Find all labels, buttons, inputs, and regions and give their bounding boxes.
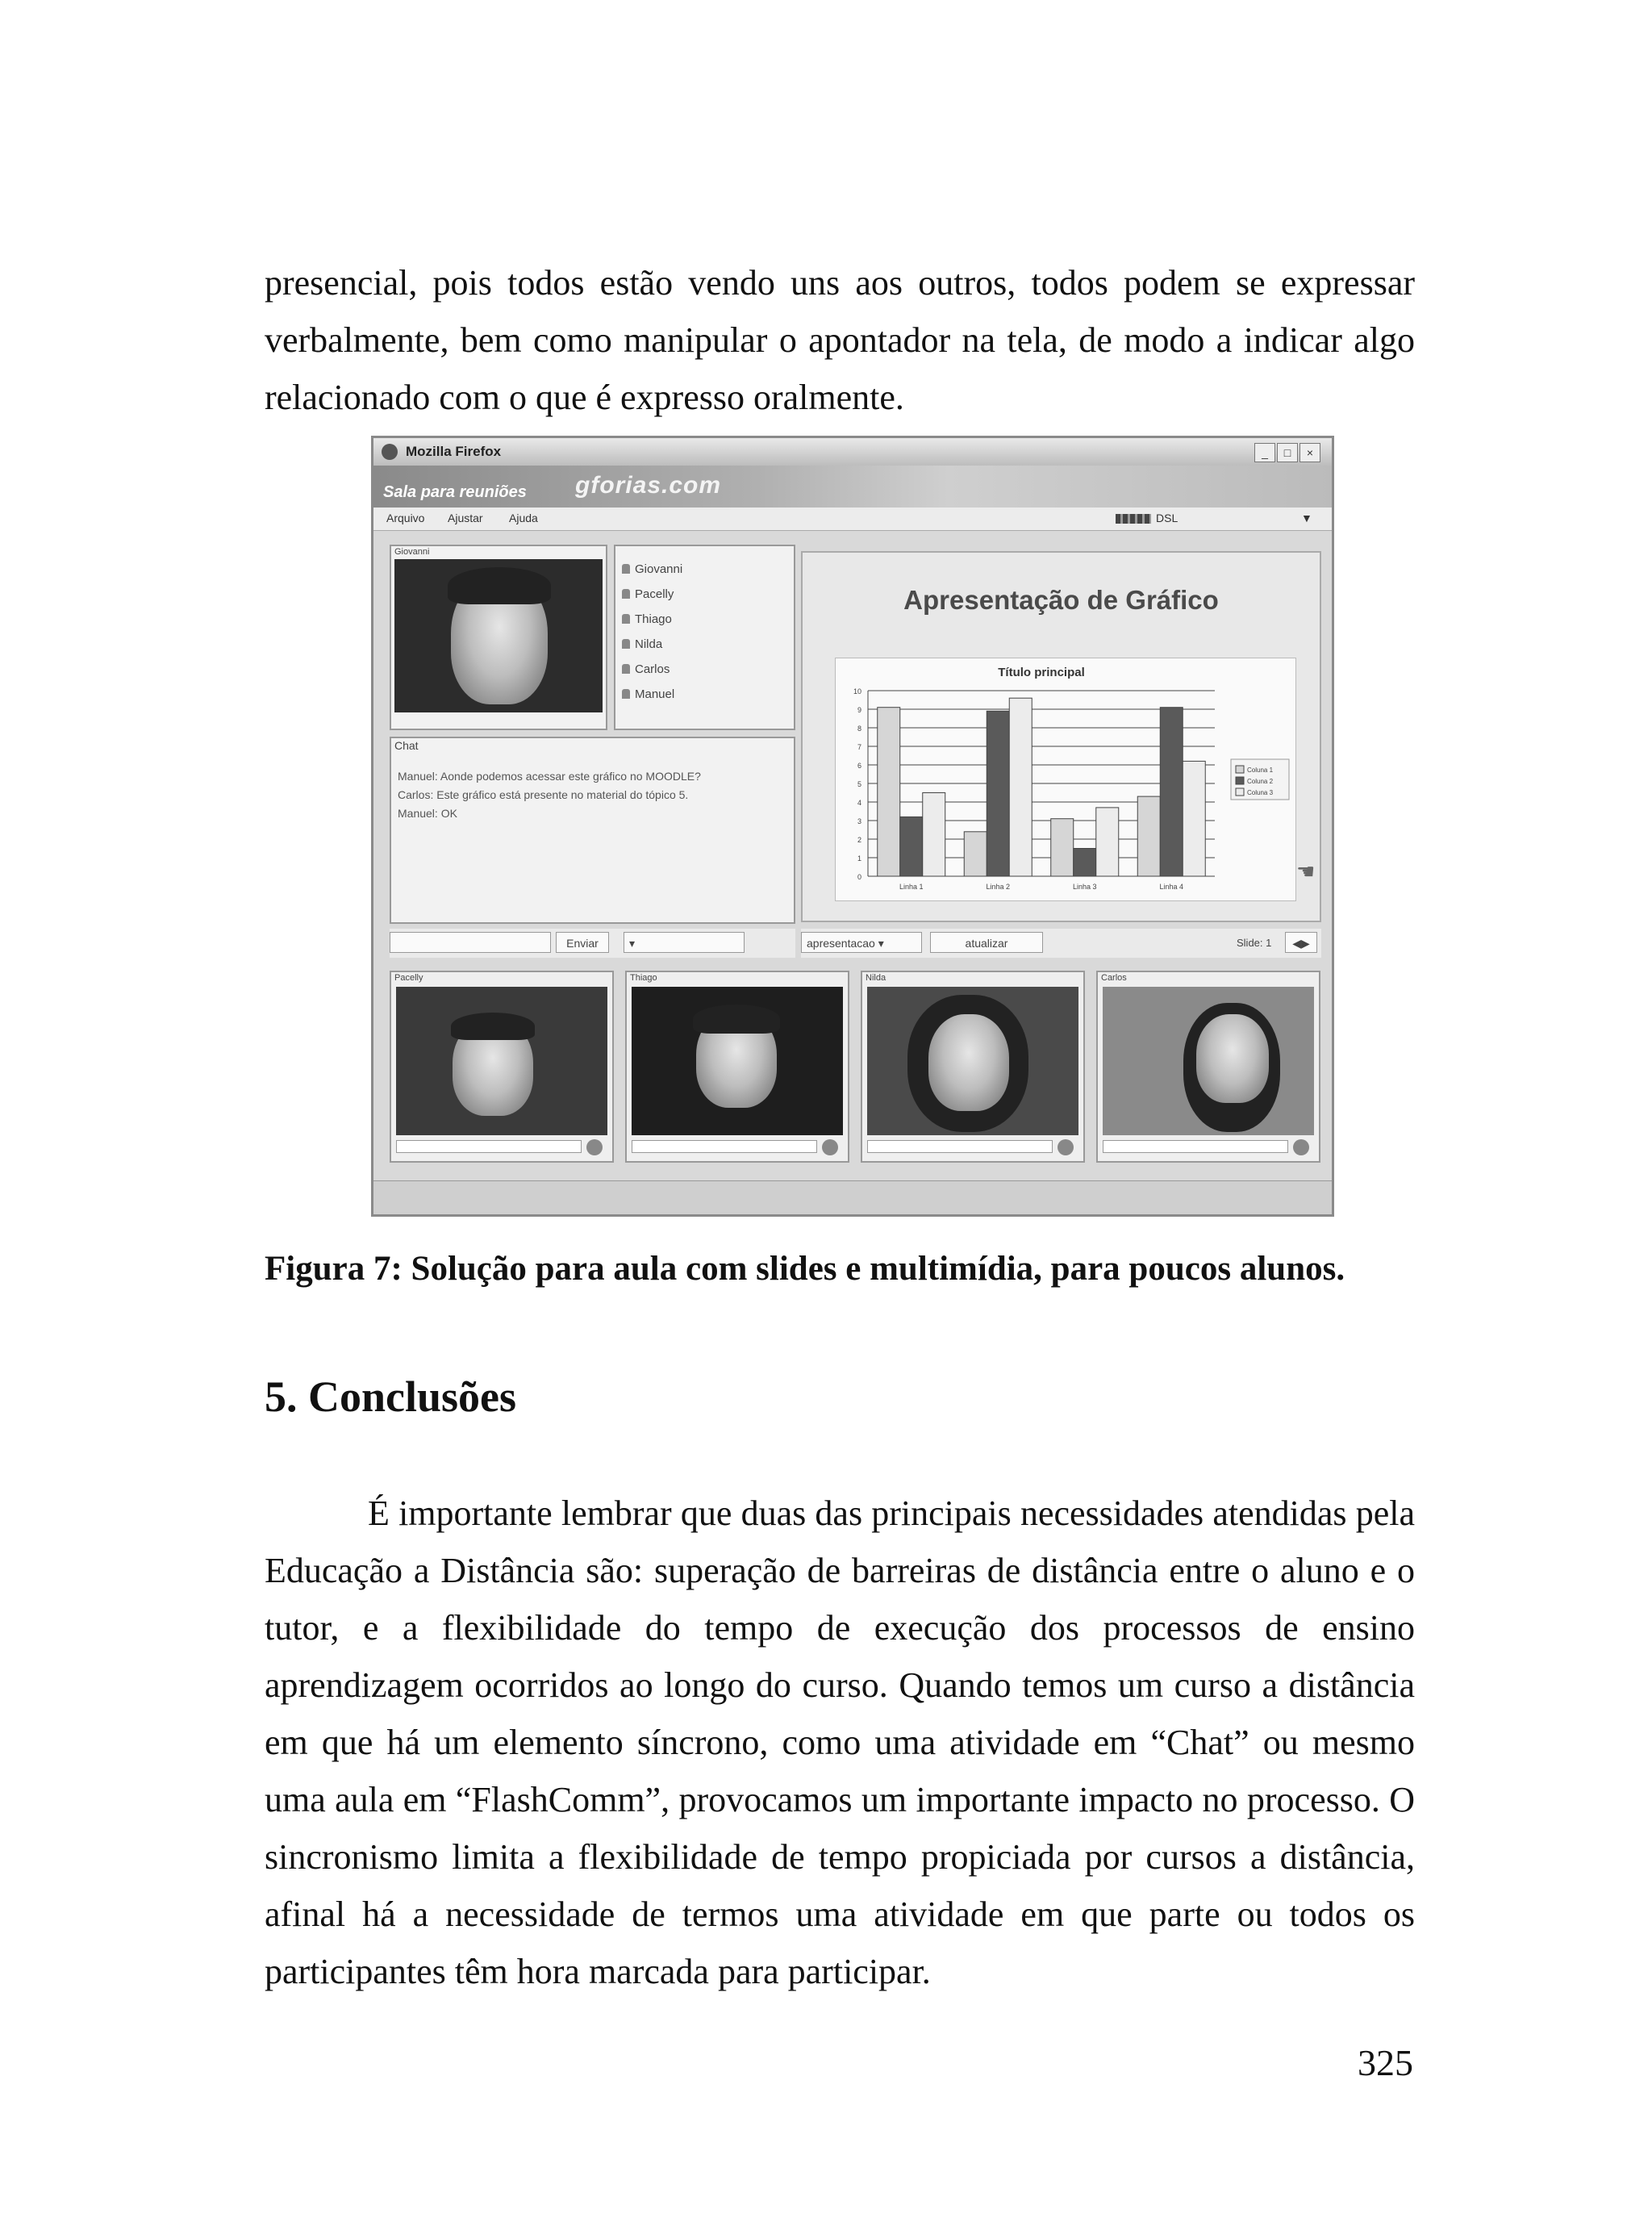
menu-ajustar[interactable]: Ajustar — [448, 512, 483, 524]
y-tick-label: 0 — [857, 873, 861, 881]
menu-ajuda[interactable]: Ajuda — [509, 512, 538, 524]
figure-caption: Figura 7: Solução para aula com slides e multimídia, para poucos alunos. — [265, 1250, 1345, 1288]
menu-arquivo[interactable]: Arquivo — [386, 512, 425, 524]
y-tick-label: 1 — [857, 854, 861, 863]
x-tick-label: Linha 3 — [1072, 883, 1097, 891]
chat-messages — [398, 767, 720, 823]
y-tick-label: 8 — [857, 725, 861, 733]
webcam-panel-pacelly — [390, 971, 614, 1163]
legend-entry: Coluna 2 — [1247, 778, 1274, 785]
webcam-video — [867, 987, 1078, 1135]
bar — [1074, 849, 1096, 877]
cam-label: Carlos — [1101, 973, 1127, 983]
bar — [987, 711, 1009, 876]
send-button[interactable]: Enviar — [556, 932, 609, 953]
chart-title: Título principal — [998, 666, 1085, 679]
volume-bar[interactable] — [1103, 1140, 1288, 1153]
app-header — [373, 466, 1332, 508]
user-item[interactable]: Manuel — [622, 687, 674, 701]
mic-icon[interactable] — [1293, 1139, 1309, 1155]
bar — [1137, 796, 1160, 876]
slide-select-value: apresentacao — [807, 937, 875, 950]
main-cam-label: Giovanni — [394, 547, 430, 557]
firefox-icon — [382, 444, 398, 460]
mic-icon[interactable] — [586, 1139, 603, 1155]
user-item[interactable]: Thiago — [622, 612, 672, 626]
slide-area — [801, 551, 1321, 922]
y-tick-label: 6 — [857, 762, 861, 770]
connection-label: DSL — [1156, 512, 1179, 524]
x-tick-label: Linha 2 — [986, 883, 1011, 891]
page-number: 325 — [1358, 2042, 1413, 2083]
chat-message: Manuel: Aonde podemos acessar este gráfico no MOODLE? — [398, 770, 701, 783]
legend-entry: Coluna 3 — [1247, 789, 1274, 796]
browser-title: Mozilla Firefox — [406, 444, 502, 459]
font-select[interactable]: ▾ — [624, 932, 745, 953]
bar — [923, 793, 945, 877]
y-tick-label: 7 — [857, 743, 861, 751]
brand-logo: gforias.com — [575, 472, 722, 499]
cam-label: Nilda — [866, 973, 886, 983]
close-icon[interactable]: × — [1299, 443, 1320, 462]
chat-input-bar — [390, 929, 795, 958]
webcam-panel-nilda — [861, 971, 1085, 1163]
user-item[interactable]: Pacelly — [622, 587, 674, 601]
cam-label: Pacelly — [394, 973, 423, 983]
cam-label: Thiago — [630, 973, 657, 983]
bar — [900, 817, 923, 876]
slide-nav-arrows-icon[interactable]: ◀▶ — [1285, 932, 1317, 953]
user-item[interactable]: Nilda — [622, 637, 662, 651]
chat-input[interactable] — [390, 932, 551, 953]
main-webcam-panel — [390, 545, 607, 730]
slide-title: Apresentação de Gráfico — [903, 585, 1219, 615]
connection-meter-icon — [1116, 514, 1151, 524]
status-bar — [373, 1180, 1332, 1217]
bar-chart — [836, 658, 1295, 900]
user-item[interactable]: Giovanni — [622, 562, 682, 576]
chat-panel — [390, 737, 795, 924]
user-list — [614, 545, 795, 730]
room-title: Sala para reuniões — [383, 483, 527, 501]
update-button[interactable]: atualizar — [930, 932, 1043, 953]
user-item[interactable]: Carlos — [622, 662, 670, 676]
minimize-icon[interactable]: _ — [1254, 443, 1275, 462]
webcam-panel-carlos — [1096, 971, 1320, 1163]
chat-message: Manuel: OK — [398, 807, 457, 820]
menu-bar — [373, 508, 1332, 531]
figure-screenshot — [371, 436, 1334, 1217]
browser-titlebar — [373, 438, 1332, 466]
slide-counter: Slide: 1 — [1237, 937, 1272, 949]
mic-icon[interactable] — [1058, 1139, 1074, 1155]
volume-bar[interactable] — [396, 1140, 582, 1153]
paragraph-conclusion: É importante lembrar que duas das principais necessidades atendidas pela Educação a Distância são: superação de barreiras de distância entre o aluno e o tutor, e a flexibilidade do tempo de execução dos processos de ensino aprendizagem ocorridos ao longo do curso. Quando temos um curso a distância em que há um elemento síncrono, como uma atividade em “Chat” ou mesmo uma aula em “FlashComm”, provocamos um importante impacto no processo. O sincronismo limita a flexibilidade de tempo propiciada por cursos a distância, afinal há a necessidade de termos uma atividade em que parte ou todos os participantes têm hora marcada para participar. — [265, 1493, 1415, 1991]
bar — [1009, 698, 1032, 876]
webcam-panel-thiago — [625, 971, 849, 1163]
bar — [878, 708, 900, 876]
webcam-video — [396, 987, 607, 1135]
slide-select[interactable]: apresentacao ▾ — [801, 932, 922, 953]
volume-bar[interactable] — [867, 1140, 1053, 1153]
chat-message: Carlos: Este gráfico está presente no material do tópico 5. — [398, 788, 689, 801]
bar — [1096, 808, 1119, 876]
legend-entry: Coluna 1 — [1247, 767, 1274, 774]
paragraph-top: presencial, pois todos estão vendo uns aos outros, todos podem se expressar verbalmente, bem como manipular o apontador na tela, de modo a indicar algo relacionado com o que é expresso oralmente. — [265, 263, 1415, 417]
mic-icon[interactable] — [822, 1139, 838, 1155]
y-tick-label: 2 — [857, 836, 861, 844]
slide-controls — [801, 929, 1321, 958]
webcam-video — [632, 987, 843, 1135]
bar — [964, 832, 987, 876]
y-tick-label: 4 — [857, 799, 861, 807]
bar — [1160, 708, 1183, 876]
legend-swatch — [1236, 777, 1244, 784]
y-tick-label: 3 — [857, 817, 861, 825]
section-heading: 5. Conclusões — [265, 1372, 517, 1421]
bar — [1051, 819, 1074, 876]
chat-label: Chat — [394, 739, 419, 752]
x-tick-label: Linha 4 — [1159, 883, 1184, 891]
chart-box — [835, 658, 1296, 901]
legend-swatch — [1236, 766, 1244, 773]
volume-bar[interactable] — [632, 1140, 817, 1153]
bar — [1183, 761, 1205, 876]
y-tick-label: 9 — [857, 706, 861, 714]
x-tick-label: Linha 1 — [899, 883, 924, 891]
main-webcam-video — [394, 559, 603, 712]
y-tick-label: 5 — [857, 780, 861, 788]
hand-cursor-icon: ☚ — [1296, 859, 1316, 883]
legend-swatch — [1236, 788, 1244, 796]
maximize-icon[interactable]: □ — [1277, 443, 1298, 462]
webcam-video — [1103, 987, 1314, 1135]
arrow-down-icon[interactable]: ▼ — [1301, 512, 1312, 524]
y-tick-label: 10 — [853, 687, 861, 696]
